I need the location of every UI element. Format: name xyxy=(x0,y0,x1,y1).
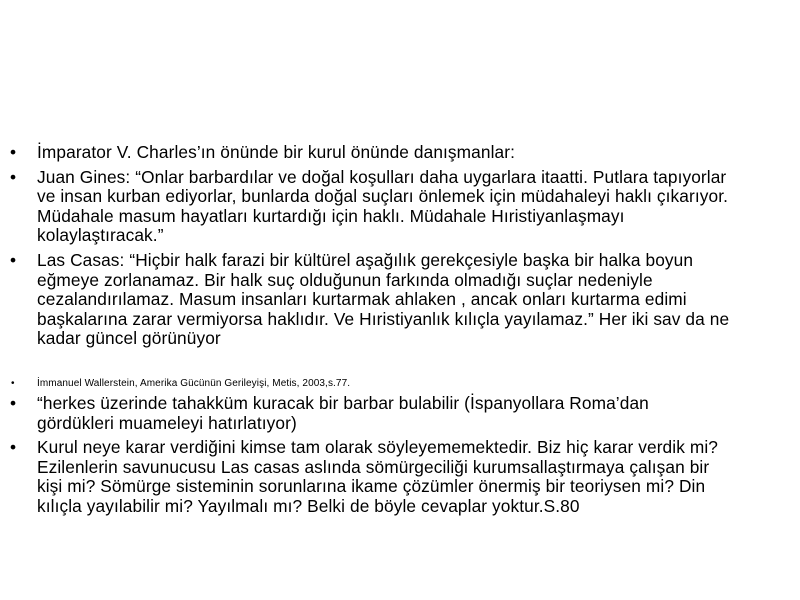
bullet-item-juan-gines xyxy=(10,168,730,246)
bullet-icon: • xyxy=(10,392,17,413)
bullet-item-emperor-council xyxy=(10,143,730,163)
bullet-icon: • xyxy=(10,249,17,270)
bullet-text: Kurul neye karar verdiğini kimse tam olarak söyleyememektedir. Biz hiç karar verdik mi? Ezilenlerin savunucusu Las casas aslında sömürgeciliği kurumsallaştırmaya çalışan bir kişi mi? Sömürge sisteminin sorunlarına ikame çözümler önermiş bir teoriysen mi? Din kılıçla yayılabilir mi? Yayılmalı mı? Belki de böyle cevaplar yoktur.S.80 xyxy=(37,437,718,516)
bullet-text: “herkes üzerinde tahakküm kuracak bir barbar bulabilir (İspanyollara Roma’dan gördükleri muameleyi hatırlatıyor) xyxy=(37,392,649,433)
bullet-item-council-decision xyxy=(10,438,730,516)
bullet-text: Juan Gines: “Onlar barbardılar ve doğal koşulları daha uygarlara itaatti. Putlara tapıyorlar ve insan kurban ediyorlar, bunlarda doğal suçları önlemek için müdahaleyi haklı çıkarıyor. Müdahale masum hayatları kurtardığı için haklı. Müdahale Hıristiyanlaşmayı kolaylaştıracak.” xyxy=(37,166,729,246)
bullet-icon: • xyxy=(10,142,17,162)
bullet-text: Las Casas: “Hiçbir halk farazi bir kültürel aşağılık gerekçesiyle başka bir halka boyun eğmeye zorlanamaz. Bir halk suç olduğunun farkında olmadığı suçlar nedeniyle cezalandırılamaz. Masum insanları kurtarmak ahlaken , ancak onları kurtarma edimi başkalarına zarar vermiyorsa haklıdır. Ve Hıristiyanlık kılıçla yayılamaz.” Her iki sav da ne kadar güncel görünüyor xyxy=(37,249,730,349)
bullet-icon: • xyxy=(10,166,17,187)
bullet-text: İmparator V. Charles’ın önünde bir kurul önünde danışmanlar: xyxy=(37,142,515,162)
bullet-icon: • xyxy=(11,377,15,389)
bullet-list xyxy=(10,143,730,517)
bullet-item-las-casas xyxy=(10,251,730,349)
bullet-icon: • xyxy=(10,437,17,458)
bullet-item-citation xyxy=(10,377,730,391)
bullet-item-barbar-quote xyxy=(10,394,730,433)
citation-text: İmmanuel Wallerstein, Amerika Gücünün Gerileyişi, Metis, 2003,s.77. xyxy=(37,377,351,389)
